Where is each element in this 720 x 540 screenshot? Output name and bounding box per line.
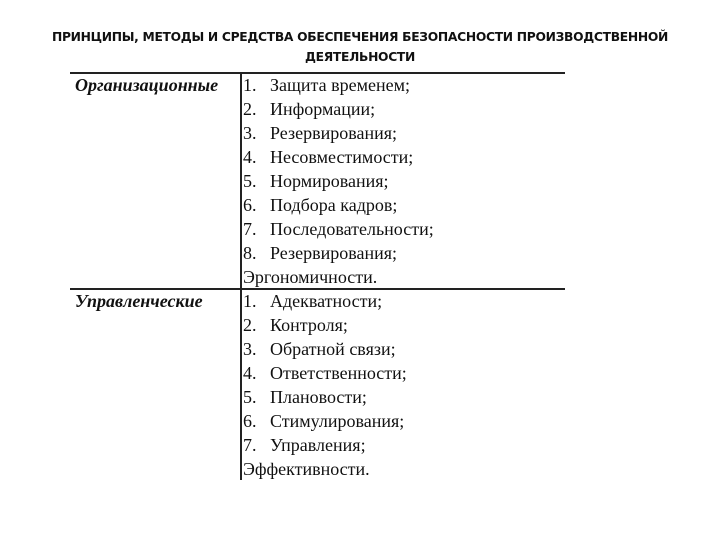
item-number: 2. (243, 99, 257, 119)
item-number: 6. (243, 195, 257, 215)
list-item (243, 433, 407, 457)
item-text: Контроля; (270, 315, 348, 335)
list-item (243, 241, 434, 265)
principles-list-managerial (243, 289, 407, 481)
item-number: 8. (243, 243, 257, 263)
list-item (243, 145, 434, 169)
item-number: 6. (243, 411, 257, 431)
page-title-line-2: ДЕЯТЕЛЬНОСТИ (304, 50, 416, 64)
item-number: 7. (243, 435, 257, 455)
item-number: 4. (243, 363, 257, 383)
item-text: Подбора кадров; (270, 195, 398, 215)
list-item (243, 73, 434, 97)
item-text: Управления; (270, 435, 366, 455)
item-text: Адекватности; (270, 291, 383, 311)
item-number: 5. (243, 387, 257, 407)
item-text: Плановости; (270, 387, 367, 407)
principles-list-organizational (243, 73, 434, 289)
list-item (243, 217, 434, 241)
item-number: 3. (243, 339, 257, 359)
page-title-line-1: ПРИНЦИПЫ, МЕТОДЫ И СРЕДСТВА ОБЕСПЕЧЕНИЯ БЕЗОПАСНОСТИ ПРОИЗВОДСТВЕННОЙ (51, 30, 669, 44)
list-item (243, 337, 407, 361)
list-item (243, 169, 434, 193)
item-number: 1. (243, 75, 257, 95)
item-text: Стимулирования; (270, 411, 405, 431)
list-item (243, 193, 434, 217)
list-item (243, 289, 407, 313)
list-item (243, 313, 407, 337)
list-item (243, 361, 407, 385)
item-number: 1. (243, 291, 257, 311)
category-organizational: Организационные (75, 75, 219, 95)
list-item (243, 409, 407, 433)
item-text: Резервирования; (270, 243, 398, 263)
item-text: Несовместимости; (270, 147, 414, 167)
item-number: 4. (243, 147, 257, 167)
item-text: Резервирования; (270, 123, 398, 143)
item-number: 3. (243, 123, 257, 143)
list-item (243, 121, 434, 145)
item-number: 5. (243, 171, 257, 191)
item-text: Последовательности; (270, 219, 434, 239)
item-number: 2. (243, 315, 257, 335)
table-column-divider (240, 72, 242, 480)
item-text: Нормирования; (270, 171, 389, 191)
list-item (243, 97, 434, 121)
list-item-tail: Эргономичности. (243, 267, 378, 287)
item-text: Защита временем; (270, 75, 410, 95)
list-item (243, 385, 407, 409)
item-number: 7. (243, 219, 257, 239)
item-text: Обратной связи; (270, 339, 396, 359)
category-managerial: Управленческие (75, 291, 203, 311)
list-item-tail: Эффективности. (243, 459, 370, 479)
item-text: Ответственности; (270, 363, 407, 383)
item-text: Информации; (270, 99, 376, 119)
